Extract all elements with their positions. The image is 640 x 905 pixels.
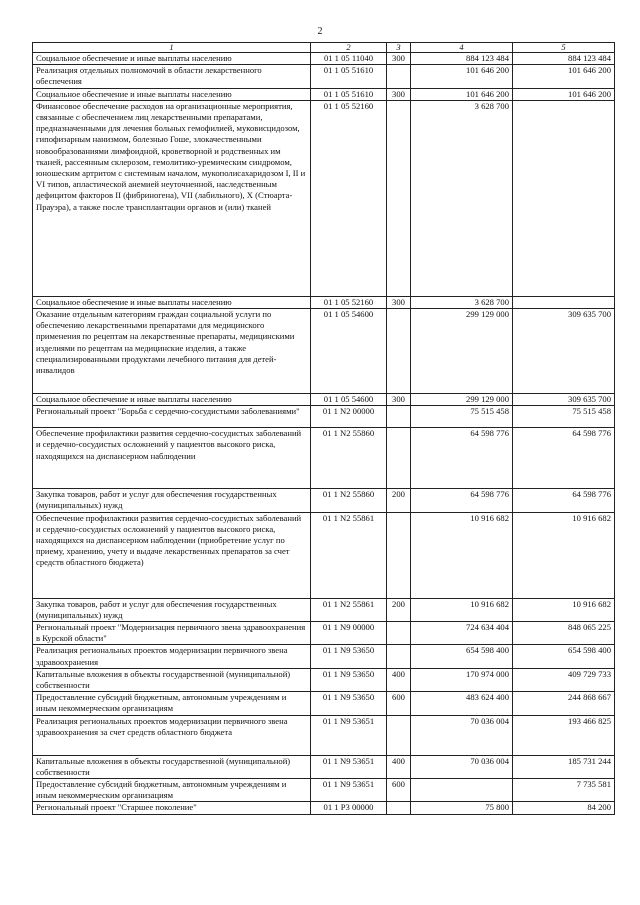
table-row: [33, 428, 615, 489]
table-row: [33, 309, 615, 394]
amount-year1-cell: 299 129 000: [411, 394, 513, 406]
row-name-cell: Капитальные вложения в объекты государственной (муниципальной) собственности: [33, 755, 311, 778]
table-row: [33, 668, 615, 691]
budget-table: [32, 42, 615, 815]
amount-year1-cell: 75 515 458: [411, 406, 513, 428]
row-name-cell: Обеспечение профилактики развития сердечно-сосудистых заболеваний и сердечно-сосудистых осложнений у пациентов высокого риска, находящихся на диспансерном наблюдении: [33, 428, 311, 489]
amount-year2-cell: 101 646 200: [513, 88, 615, 100]
target-code-cell: 01 1 P3 00000: [311, 802, 387, 814]
row-name-cell: Финансовое обеспечение расходов на организационные мероприятия, связанные с обеспечением лиц лекарственными препаратами, предназначенными для лечения больных гемофилией, муковисцидозом, гипофизарным нанизмом, болезнью Гоше, злокачественными новообразованиями лимфоидной, кроветворной и родственных им тканей, рассеянным склерозом, гемолитико-уремическим синдромом, юношеским артритом с системным началом, мукополисахаридозом I, II и VI типов, апластической анемией неуточненной, наследственным дефицитом факторов II (фибриногена), VII (лабильного), X (Стюарта-Прауэра), а также после трансплантации органов и (или) тканей: [33, 100, 311, 296]
expense-type-cell: [387, 406, 411, 428]
table-row: [33, 598, 615, 621]
column-header: 5: [513, 43, 615, 53]
target-code-cell: 01 1 N9 53650: [311, 692, 387, 715]
row-name-cell: Региональный проект "Модернизация первичного звена здравоохранения в Курской области": [33, 622, 311, 645]
amount-year2-cell: 7 735 581: [513, 779, 615, 802]
expense-type-cell: 400: [387, 668, 411, 691]
amount-year2-cell: 309 635 700: [513, 309, 615, 394]
amount-year1-cell: 3 628 700: [411, 100, 513, 296]
target-code-cell: 01 1 N9 53650: [311, 668, 387, 691]
table-row: [33, 65, 615, 88]
target-code-cell: 01 1 N9 53651: [311, 755, 387, 778]
row-name-cell: Реализация отдельных полномочий в области лекарственного обеспечения: [33, 65, 311, 88]
expense-type-cell: 600: [387, 779, 411, 802]
expense-type-cell: 300: [387, 88, 411, 100]
target-code-cell: 01 1 05 54600: [311, 309, 387, 394]
target-code-cell: 01 1 05 11040: [311, 53, 387, 65]
amount-year2-cell: 10 916 682: [513, 598, 615, 621]
amount-year2-cell: 309 635 700: [513, 394, 615, 406]
expense-type-cell: 300: [387, 394, 411, 406]
expense-type-cell: [387, 802, 411, 814]
column-header: 2: [311, 43, 387, 53]
amount-year1-cell: 10 916 682: [411, 598, 513, 621]
expense-type-cell: 600: [387, 692, 411, 715]
column-header: 1: [33, 43, 311, 53]
amount-year2-cell: 64 598 776: [513, 428, 615, 489]
table-row: [33, 715, 615, 755]
row-name-cell: Региональный проект "Старшее поколение": [33, 802, 311, 814]
amount-year2-cell: 101 646 200: [513, 65, 615, 88]
target-code-cell: 01 1 N2 55860: [311, 489, 387, 512]
table-row: [33, 802, 615, 814]
expense-type-cell: [387, 715, 411, 755]
amount-year1-cell: 3 628 700: [411, 296, 513, 308]
amount-year1-cell: 70 036 004: [411, 755, 513, 778]
expense-type-cell: [387, 512, 411, 598]
amount-year2-cell: 64 598 776: [513, 489, 615, 512]
amount-year2-cell: 84 200: [513, 802, 615, 814]
expense-type-cell: [387, 645, 411, 668]
target-code-cell: 01 1 05 52160: [311, 296, 387, 308]
amount-year1-cell: 884 123 484: [411, 53, 513, 65]
table-row: [33, 100, 615, 296]
page-number: 2: [317, 26, 323, 37]
row-name-cell: Капитальные вложения в объекты государственной (муниципальной) собственности: [33, 668, 311, 691]
table-row: [33, 296, 615, 308]
amount-year2-cell: [513, 100, 615, 296]
target-code-cell: 01 1 05 51610: [311, 88, 387, 100]
table-row: [33, 779, 615, 802]
expense-type-cell: [387, 100, 411, 296]
expense-type-cell: 400: [387, 755, 411, 778]
amount-year2-cell: 185 731 244: [513, 755, 615, 778]
column-header: 3: [387, 43, 411, 53]
amount-year2-cell: 848 065 225: [513, 622, 615, 645]
amount-year2-cell: 244 868 667: [513, 692, 615, 715]
expense-type-cell: 300: [387, 53, 411, 65]
row-name-cell: Реализация региональных проектов модернизации первичного звена здравоохранения за счет средств областного бюджета: [33, 715, 311, 755]
amount-year2-cell: 10 916 682: [513, 512, 615, 598]
target-code-cell: 01 1 N9 53651: [311, 779, 387, 802]
table-row: [33, 755, 615, 778]
target-code-cell: 01 1 05 52160: [311, 100, 387, 296]
target-code-cell: 01 1 N9 53650: [311, 645, 387, 668]
row-name-cell: Оказание отдельным категориям граждан социальной услуги по обеспечению лекарственными препаратами для медицинского применения по рецептам на лекарственные препараты, медицинскими изделиями по рецептам на медицинские изделия, а также специализированными продуктами лечебного питания для детей-инвалидов: [33, 309, 311, 394]
target-code-cell: 01 1 N2 55861: [311, 512, 387, 598]
table-row: [33, 512, 615, 598]
amount-year1-cell: 70 036 004: [411, 715, 513, 755]
expense-type-cell: [387, 65, 411, 88]
table-row: [33, 88, 615, 100]
amount-year2-cell: 884 123 484: [513, 53, 615, 65]
amount-year2-cell: [513, 296, 615, 308]
table-row: [33, 622, 615, 645]
row-name-cell: Социальное обеспечение и иные выплаты населению: [33, 296, 311, 308]
expense-type-cell: [387, 622, 411, 645]
target-code-cell: 01 1 05 51610: [311, 65, 387, 88]
row-name-cell: Социальное обеспечение и иные выплаты населению: [33, 88, 311, 100]
table-row: [33, 406, 615, 428]
amount-year1-cell: 483 624 400: [411, 692, 513, 715]
amount-year1-cell: 101 646 200: [411, 65, 513, 88]
table-row: [33, 692, 615, 715]
expense-type-cell: 200: [387, 598, 411, 621]
column-header-row: [33, 43, 615, 53]
target-code-cell: 01 1 N9 00000: [311, 622, 387, 645]
amount-year2-cell: 75 515 458: [513, 406, 615, 428]
table-row: [33, 645, 615, 668]
target-code-cell: 01 1 05 54600: [311, 394, 387, 406]
expense-type-cell: 200: [387, 489, 411, 512]
row-name-cell: Закупка товаров, работ и услуг для обеспечения государственных (муниципальных) нужд: [33, 489, 311, 512]
amount-year1-cell: [411, 779, 513, 802]
amount-year1-cell: 64 598 776: [411, 489, 513, 512]
amount-year1-cell: 724 634 404: [411, 622, 513, 645]
amount-year1-cell: 64 598 776: [411, 428, 513, 489]
amount-year2-cell: 409 729 733: [513, 668, 615, 691]
target-code-cell: 01 1 N9 53651: [311, 715, 387, 755]
amount-year1-cell: 10 916 682: [411, 512, 513, 598]
expense-type-cell: [387, 428, 411, 489]
row-name-cell: Социальное обеспечение и иные выплаты населению: [33, 53, 311, 65]
amount-year2-cell: 193 466 825: [513, 715, 615, 755]
amount-year1-cell: 299 129 000: [411, 309, 513, 394]
target-code-cell: 01 1 N2 55861: [311, 598, 387, 621]
expense-type-cell: 300: [387, 296, 411, 308]
expense-type-cell: [387, 309, 411, 394]
row-name-cell: Реализация региональных проектов модернизации первичного звена здравоохранения: [33, 645, 311, 668]
table-row: [33, 53, 615, 65]
amount-year1-cell: 170 974 000: [411, 668, 513, 691]
target-code-cell: 01 1 N2 55860: [311, 428, 387, 489]
row-name-cell: Обеспечение профилактики развития сердечно-сосудистых заболеваний и сердечно-сосудистых осложнений у пациентов высокого риска, находящихся на диспансерном наблюдении (приобретение услуг по приему, хранению, учету и выдаче лекарственных препаратов за счет средств областного бюджета): [33, 512, 311, 598]
amount-year1-cell: 654 598 400: [411, 645, 513, 668]
row-name-cell: Закупка товаров, работ и услуг для обеспечения государственных (муниципальных) нужд: [33, 598, 311, 621]
amount-year2-cell: 654 598 400: [513, 645, 615, 668]
target-code-cell: 01 1 N2 00000: [311, 406, 387, 428]
row-name-cell: Региональный проект "Борьба с сердечно-сосудистыми заболеваниями": [33, 406, 311, 428]
row-name-cell: Предоставление субсидий бюджетным, автономным учреждениям и иным некоммерческим организациям: [33, 779, 311, 802]
amount-year1-cell: 101 646 200: [411, 88, 513, 100]
row-name-cell: Предоставление субсидий бюджетным, автономным учреждениям и иным некоммерческим организациям: [33, 692, 311, 715]
table-row: [33, 489, 615, 512]
column-header: 4: [411, 43, 513, 53]
table-row: [33, 394, 615, 406]
row-name-cell: Социальное обеспечение и иные выплаты населению: [33, 394, 311, 406]
amount-year1-cell: 75 800: [411, 802, 513, 814]
